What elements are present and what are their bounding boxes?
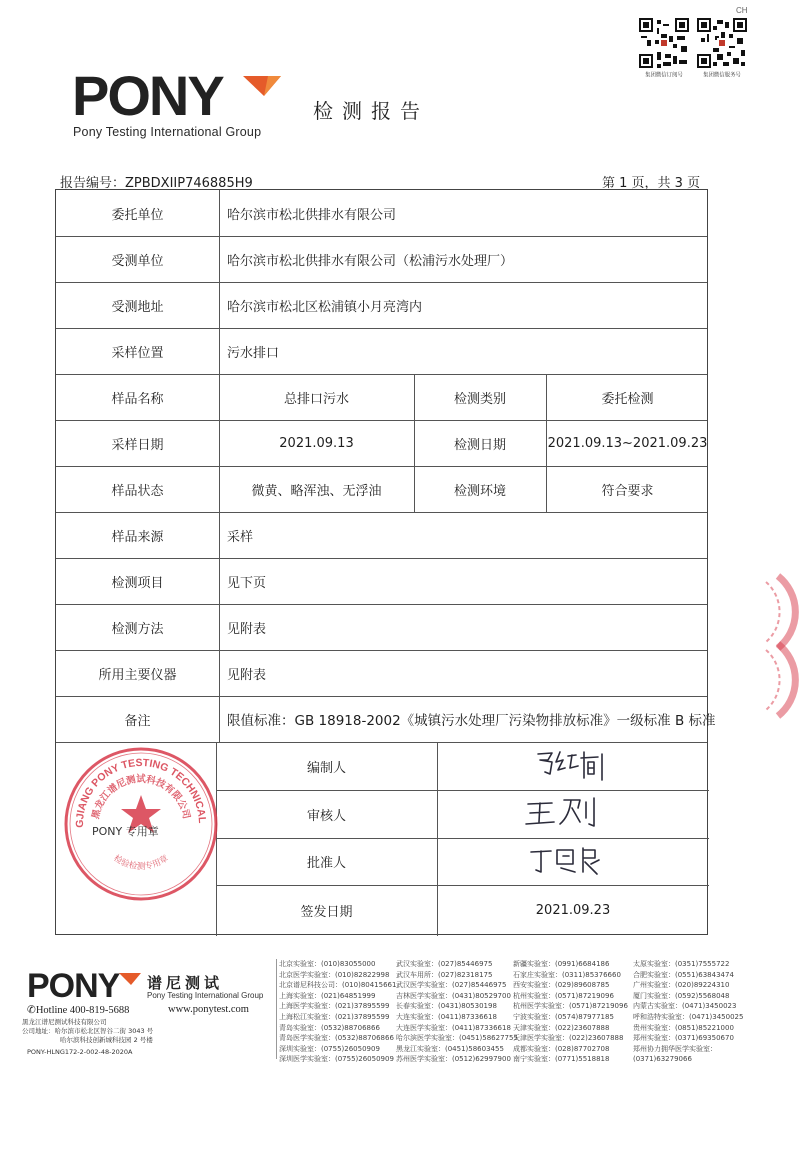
client-label: 委托单位 (111, 207, 164, 223)
sampling-location-label: 采样位置 (111, 345, 164, 361)
test-env-label: 检测环境 (453, 483, 506, 499)
lab-entry: 杭州医学实验室：(0571)87219096 (513, 1002, 628, 1011)
test-env-value: 符合要求 (601, 483, 654, 499)
lab-entry: 青岛实验室：(0532)88706866 (279, 1023, 380, 1032)
sample-name-value: 总排口污水 (283, 391, 349, 407)
side-stamp-bottom (738, 640, 800, 720)
lab-entry: 杭州实验室：(0571)87219096 (513, 991, 614, 1000)
instruments-value: 见附表 (227, 667, 267, 683)
tested-address-label: 受测地址 (111, 299, 164, 315)
lab-entry: 南宁实验室：(0771)5518818 (513, 1055, 610, 1064)
compiler-label: 编制人 (306, 760, 346, 776)
remarks-label: 备注 (124, 713, 151, 729)
test-type-value: 委托检测 (601, 391, 654, 407)
qr-code-icon (639, 18, 689, 68)
address-line-2: 哈尔滨科技创新城科技园 2 号楼 (60, 1036, 153, 1044)
website-link[interactable]: www.ponytest.com (168, 1004, 249, 1015)
test-method-label: 检测方法 (111, 621, 164, 637)
logo-wordmark: PONY (72, 70, 223, 122)
sampling-date-value: 2021.09.13 (279, 435, 354, 451)
lab-entry: 成都实验室：(028)87702708 (513, 1044, 610, 1053)
address-line-1: 公司地址：哈尔滨市松北区智谷二街 3043 号 (22, 1027, 154, 1035)
qr-service (695, 18, 749, 79)
lab-entry: 上海医学实验室：(021)37895599 (279, 1002, 390, 1011)
lab-entry: 吉林医学实验室：(0431)80529700 (396, 991, 511, 1000)
lab-entry: 西安实验室：(029)89608785 (513, 981, 610, 990)
footer-pony-logo (27, 970, 142, 1000)
approver-signature (527, 842, 609, 882)
lab-entry: 合肥实验室：(0551)63843474 (633, 970, 734, 979)
lab-column-2 (396, 959, 518, 1065)
lab-entry: 郑州实验室：(0371)69350670 (633, 1034, 734, 1043)
lab-directory (276, 959, 776, 1064)
lab-column-1 (279, 959, 396, 1065)
lab-entry: 哈尔滨医学实验室：(0451)58627755 (396, 1034, 518, 1043)
footer-brand-en: Pony Testing International Group (147, 991, 264, 1000)
company-name: 黑龙江谱尼测试科技有限公司 (22, 1018, 107, 1026)
test-items-label: 检测项目 (111, 575, 164, 591)
sample-name-label: 样品名称 (111, 391, 164, 407)
lab-entry: 郑州协力拥华医学实验室： (633, 1044, 717, 1053)
lab-entry: 呼和浩特实验室：(0471)3450025 (633, 1012, 744, 1021)
lab-entry: 黑龙江实验室：(0451)58603455 (396, 1044, 504, 1053)
qr-code-icon (697, 18, 747, 68)
lab-entry: 北京谱尼科技公司：(010)80415661 (279, 981, 397, 990)
qr-caption: 集团微信服务号 (703, 71, 741, 79)
lab-entry: 北京医学实验室：(010)82822998 (279, 970, 390, 979)
lab-entry: 武汉实验室：(027)85446975 (396, 960, 493, 968)
qr-subscription (637, 18, 691, 79)
qr-caption: 集团微信订阅号 (645, 71, 683, 79)
compiler-signature (532, 746, 614, 788)
tested-unit-label: 受测单位 (111, 253, 164, 269)
tested-address-value: 哈尔滨市松北区松浦镇小月亮湾内 (227, 299, 423, 315)
approver-label: 批准人 (306, 856, 346, 871)
issue-date-value: 2021.09.23 (535, 903, 611, 918)
test-type-label: 检测类别 (453, 391, 506, 407)
test-date-label: 检测日期 (453, 437, 506, 453)
issue-date-label: 签发日期 (300, 905, 353, 920)
logo-subtitle: Pony Testing International Group (73, 125, 262, 139)
lab-entry: 深圳实验室：(0755)26050909 (279, 1044, 380, 1053)
lab-entry: 新疆实验室：(0991)6684186 (513, 960, 610, 968)
phone-icon: ✆ (27, 1005, 36, 1016)
client-value: 哈尔滨市松北供排水有限公司 (227, 207, 397, 223)
seal-stamp-icon (62, 745, 220, 903)
document-code: PONY-HLNG172-2-002-48-2020A (27, 1048, 133, 1056)
lab-entry: 武汉医学实验室：(027)85446975 (396, 981, 507, 990)
hotline-text: Hotline 400-819-5688 (35, 1005, 130, 1016)
svg-text:HEILONGJIANG PONY TESTING TECH: GJIANG PONY TESTING TECHNICAL (73, 756, 209, 828)
lab-entry: 大连医学实验室：(0411)87336618 (396, 1023, 511, 1032)
lab-entry: 天津实验室：(022)23607888 (513, 1023, 610, 1032)
official-seal (62, 745, 220, 903)
footer-brand-cn: 谱尼测试 (147, 974, 224, 992)
sampling-date-label: 采样日期 (111, 437, 164, 453)
sample-state-label: 样品状态 (111, 483, 164, 499)
lab-entry: 青岛医学实验室：(0532)88706866 (279, 1034, 394, 1043)
lab-entry: 武汉车用所：(027)82318175 (396, 970, 493, 979)
sampling-location-value: 污水排口 (227, 345, 280, 361)
lab-entry: 深圳医学实验室：(0755)26050909 (279, 1055, 394, 1064)
lab-entry: (0371)63279066 (633, 1055, 692, 1064)
sample-source-value: 采样 (227, 529, 254, 545)
tested-unit-value: 哈尔滨市松北供排水有限公司（松浦污水处理厂） (227, 253, 514, 269)
footer-logo-wordmark: PONY (27, 970, 120, 1000)
lab-entry: 内蒙古实验室：(0471)3450023 (633, 1002, 737, 1011)
pony-logo (72, 70, 282, 122)
lab-entry: 宁波实验室：(0574)87977185 (513, 1012, 614, 1021)
reviewer-signature (522, 794, 604, 834)
lab-column-3 (513, 959, 628, 1065)
lab-column-4 (633, 959, 743, 1065)
lab-entry: 大连实验室：(0411)87336618 (396, 1012, 497, 1021)
page-info: 第 1 页，共 3 页 (602, 176, 701, 191)
lab-entry: 上海松江实验室：(021)37895599 (279, 1012, 390, 1021)
corner-mark: CH (736, 6, 748, 15)
test-items-value: 见下页 (227, 575, 267, 591)
lab-entry: 上海实验室：(021)64851999 (279, 991, 376, 1000)
lab-entry: 厦门实验室：(0592)5568048 (633, 991, 730, 1000)
reviewer-label: 审核人 (306, 808, 346, 824)
document-title: 检测报告 (313, 99, 429, 123)
seal-label: PONY 专用章 (92, 825, 159, 838)
lab-entry: 贵州实验室：(0851)85221000 (633, 1023, 734, 1032)
test-date-value: 2021.09.13~2021.09.23 (547, 435, 708, 451)
lab-entry: 北京实验室：(010)83055000 (279, 960, 376, 968)
svg-text:检验检测专用章: 检验检测专用章 (111, 853, 171, 873)
hotline (27, 1004, 129, 1016)
instruments-label: 所用主要仪器 (98, 667, 177, 683)
lab-entry: 广州实验室：(020)89224310 (633, 981, 730, 990)
report-number: 报告编号：ZPBDXIIP746885H9 (60, 176, 253, 191)
lab-entry: 太原实验室：(0351)7555722 (633, 960, 730, 968)
lab-entry: 石家庄实验室：(0311)85376660 (513, 970, 621, 979)
test-method-value: 见附表 (227, 621, 267, 637)
svg-text:黑龙江谱尼测试科技有限公司: 黑龙江谱尼测试科技有限公司 (90, 774, 192, 821)
lab-entry: 长春实验室：(0431)80530198 (396, 1002, 497, 1011)
remarks-value: 限值标准：GB 18918-2002《城镇污水处理厂污染物排放标准》一级标准 B 标准 (227, 713, 716, 729)
lab-entry: 苏州医学实验室：(0512)62997900 (396, 1055, 511, 1064)
sample-source-label: 样品来源 (111, 529, 164, 545)
lab-entry: 天津医学实验室：(022)23607888 (513, 1034, 624, 1043)
sample-state-value: 微黄、略浑浊、无浮油 (251, 483, 382, 499)
